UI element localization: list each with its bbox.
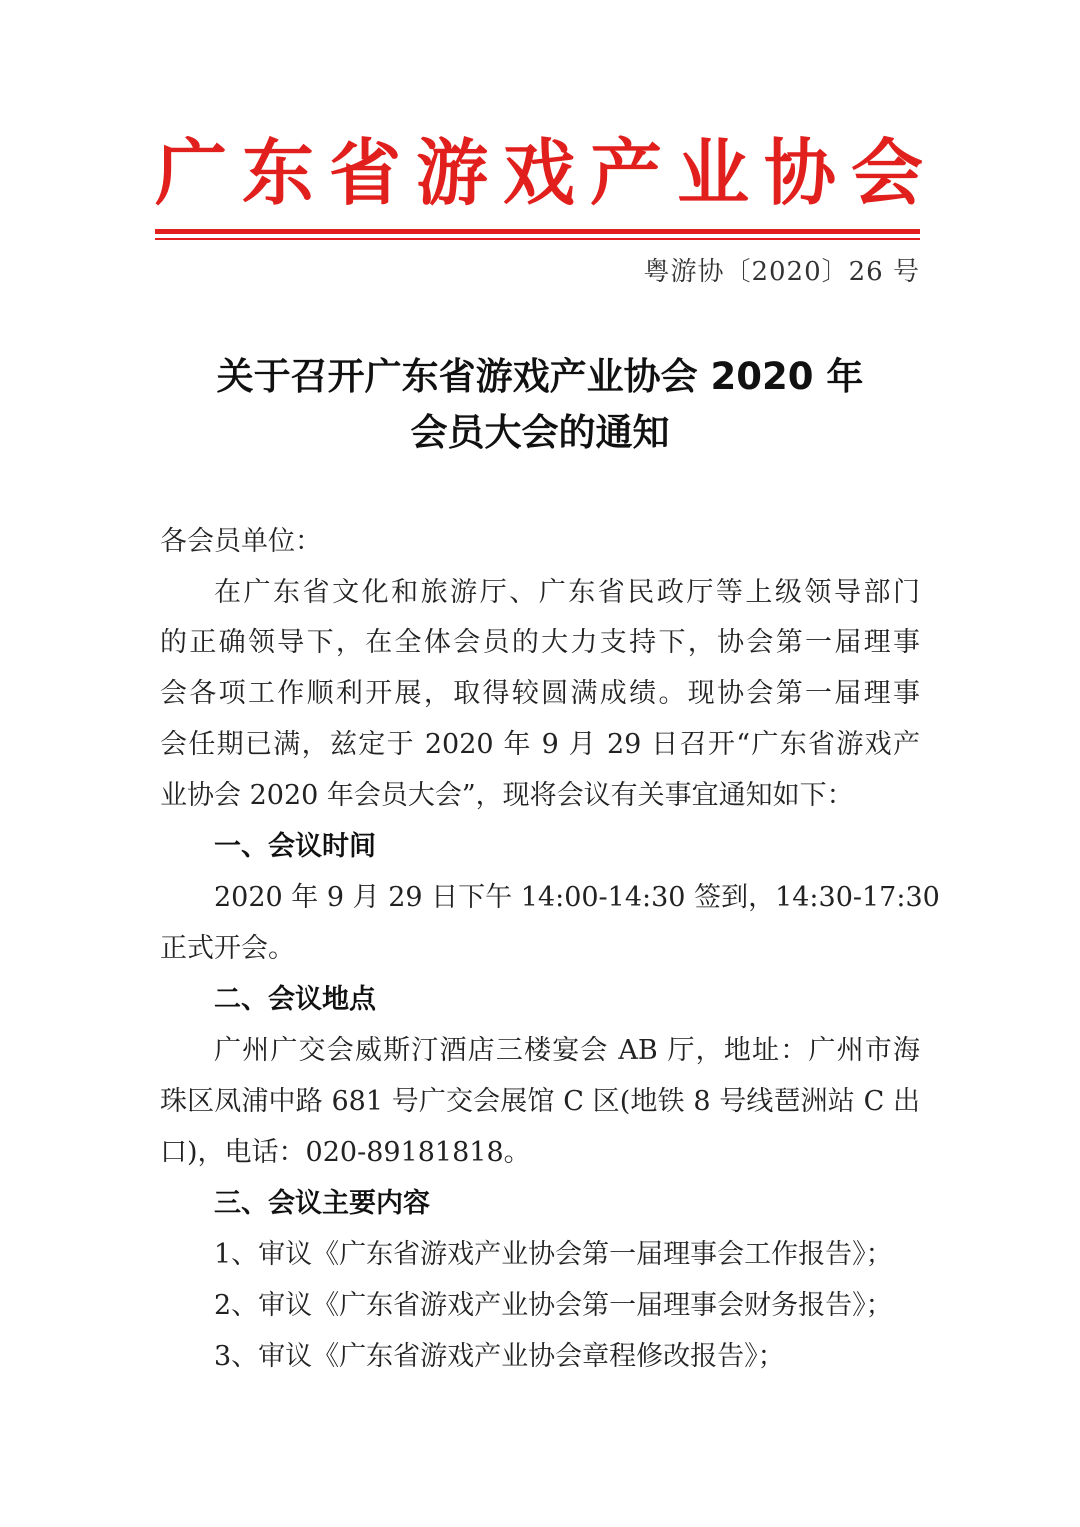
salutation: 各会员单位： — [160, 526, 322, 557]
intro-line-3: 会各项工作顺利开展，取得较圆满成绩。现协会第一届理事 — [160, 678, 920, 709]
letterhead-rule-thin — [155, 238, 920, 240]
document-title-line-2: 会员大会的通知 — [410, 411, 670, 454]
section-heading-agenda: 三、会议主要内容 — [214, 1188, 430, 1219]
location-line-2: 珠区凤浦中路 681 号广交会展馆 C 区(地铁 8 号线琶洲站 C 出 — [160, 1086, 920, 1117]
intro-line-1: 在广东省文化和旅游厅、广东省民政厅等上级领导部门 — [214, 577, 920, 608]
intro-line-5: 业协会 2020 年会员大会”，现将会议有关事宜通知如下： — [160, 780, 854, 811]
document-number: 粤游协〔2020〕26 号 — [643, 257, 920, 287]
letterhead-rule-thick — [155, 229, 920, 234]
agenda-item-3: 3、审议《广东省游戏产业协会章程修改报告》； — [214, 1341, 785, 1372]
time-line-2: 正式开会。 — [160, 933, 295, 964]
intro-line-2: 的正确领导下，在全体会员的大力支持下，协会第一届理事 — [160, 627, 920, 658]
intro-line-4: 会任期已满，兹定于 2020 年 9 月 29 日召开“广东省游戏产 — [160, 729, 920, 760]
agenda-item-2: 2、审议《广东省游戏产业协会第一届理事会财务报告》； — [214, 1290, 893, 1321]
agenda-item-1: 1、审议《广东省游戏产业协会第一届理事会工作报告》； — [214, 1239, 893, 1270]
location-line-3: 口)，电话：020-89181818。 — [160, 1137, 531, 1168]
section-heading-location: 二、会议地点 — [214, 984, 376, 1015]
section-heading-time: 一、会议时间 — [214, 831, 376, 862]
location-line-1: 广州广交会威斯汀酒店三楼宴会 AB 厅，地址：广州市海 — [214, 1035, 920, 1066]
time-line-1: 2020 年 9 月 29 日下午 14:00-14:30 签到，14:30-17:30 — [214, 882, 940, 913]
letterhead-org-name: 广东省游戏产业协会 — [155, 130, 939, 215]
document-title-line-1: 关于召开广东省游戏产业协会 2020 年 — [216, 355, 864, 398]
